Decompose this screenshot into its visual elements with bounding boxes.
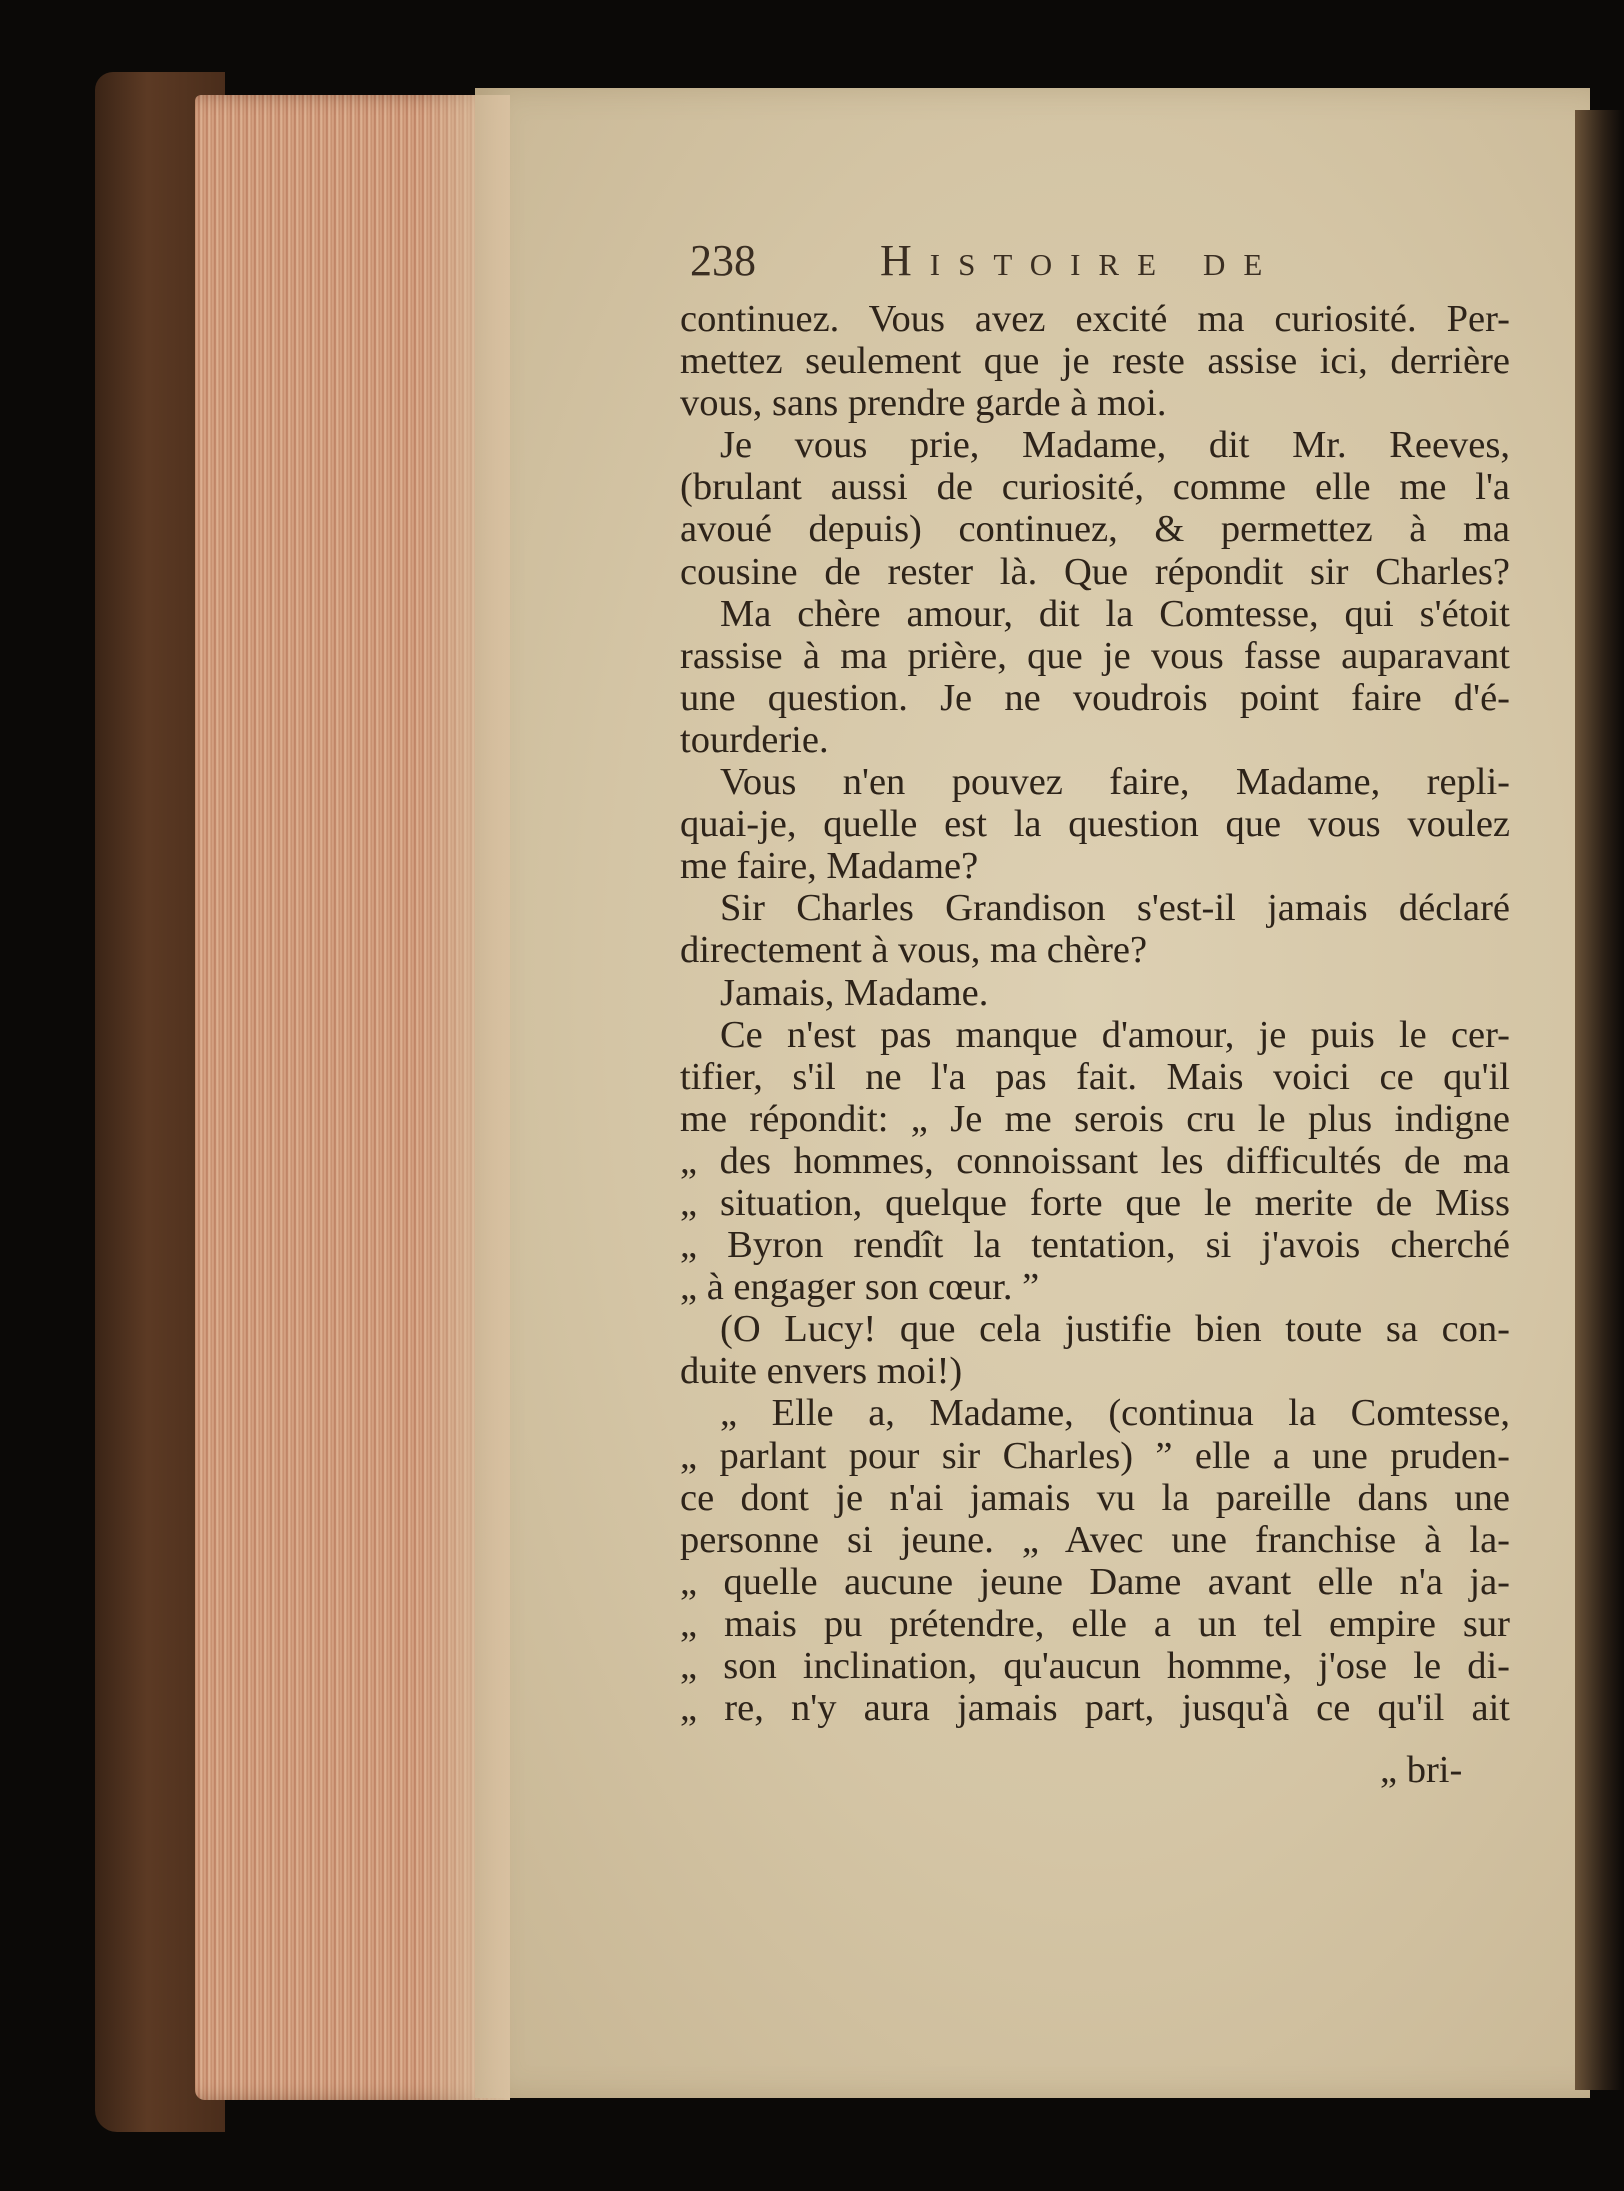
text-line: cousine de rester là. Que répondit sir Charles?	[680, 550, 1510, 593]
page-number: 238	[690, 236, 756, 285]
text-line: Jamais, Madame.	[720, 971, 989, 1014]
text-line: „ quelle aucune jeune Dame avant elle n'a ja-	[680, 1560, 1510, 1603]
text-line: tourderie.	[680, 718, 829, 761]
text-line: „ parlant pour sir Charles) ” elle a une pruden-	[680, 1434, 1510, 1477]
text-line: Ma chère amour, dit la Comtesse, qui s'étoit	[720, 592, 1510, 635]
text-line: tifier, s'il ne l'a pas fait. Mais voici ce qu'il	[680, 1055, 1510, 1098]
text-line: „ Elle a, Madame, (continua la Comtesse,	[720, 1392, 1510, 1435]
text-line: Je vous prie, Madame, dit Mr. Reeves,	[720, 424, 1510, 467]
text-line: personne si jeune. „ Avec une franchise à la-	[680, 1518, 1510, 1561]
running-head: Histoire de	[880, 236, 1281, 285]
text-line: duite envers moi!)	[680, 1350, 963, 1393]
text-line: avoué depuis) continuez, & permettez à ma	[680, 508, 1510, 551]
page-edge-shadow	[420, 95, 510, 2100]
facing-page-gutter	[1575, 110, 1624, 2090]
text-line: vous, sans prendre garde à moi.	[680, 382, 1167, 425]
text-line: „ à engager son cœur. ”	[680, 1266, 1040, 1309]
text-line: „ situation, quelque forte que le merite de Miss	[680, 1181, 1510, 1224]
text-line: rassise à ma prière, que je vous fasse auparavant	[680, 634, 1510, 677]
text-line: Vous n'en pouvez faire, Madame, repli-	[720, 761, 1510, 804]
text-line: me faire, Madame?	[680, 845, 979, 888]
text-line: Sir Charles Grandison s'est-il jamais déclaré	[720, 887, 1510, 930]
text-line: „ mais pu prétendre, elle a un tel empire sur	[680, 1602, 1510, 1645]
text-line: une question. Je ne voudrois point faire d'é-	[680, 676, 1510, 719]
text-line: „ des hommes, connoissant les difficultés de ma	[680, 1139, 1510, 1182]
catchword: „ bri-	[1380, 1749, 1463, 1791]
text-line: (O Lucy! que cela justifie bien toute sa con-	[720, 1308, 1510, 1351]
text-line: ce dont je n'ai jamais vu la pareille dans une	[680, 1476, 1510, 1519]
text-line: Ce n'est pas manque d'amour, je puis le cer-	[720, 1013, 1510, 1056]
page-header	[690, 235, 1490, 295]
text-line: „ re, n'y aura jamais part, jusqu'à ce qu'il ait	[680, 1687, 1510, 1730]
text-line: „ son inclination, qu'aucun homme, j'ose le di-	[680, 1645, 1510, 1687]
text-line: directement à vous, ma chère?	[680, 929, 1148, 972]
text-line: quai-je, quelle est la question que vous voulez	[680, 803, 1510, 846]
text-line: „ Byron rendît la tentation, si j'avois cherché	[680, 1224, 1510, 1267]
body-text	[680, 298, 1510, 1729]
text-line: me répondit: „ Je me serois cru le plus indigne	[680, 1097, 1510, 1140]
text-line: (brulant aussi de curiosité, comme elle me l'a	[680, 466, 1510, 509]
text-line: continuez. Vous avez excité ma curiosité. Per-	[680, 298, 1510, 340]
text-line: mettez seulement que je reste assise ici, derrière	[680, 340, 1510, 383]
